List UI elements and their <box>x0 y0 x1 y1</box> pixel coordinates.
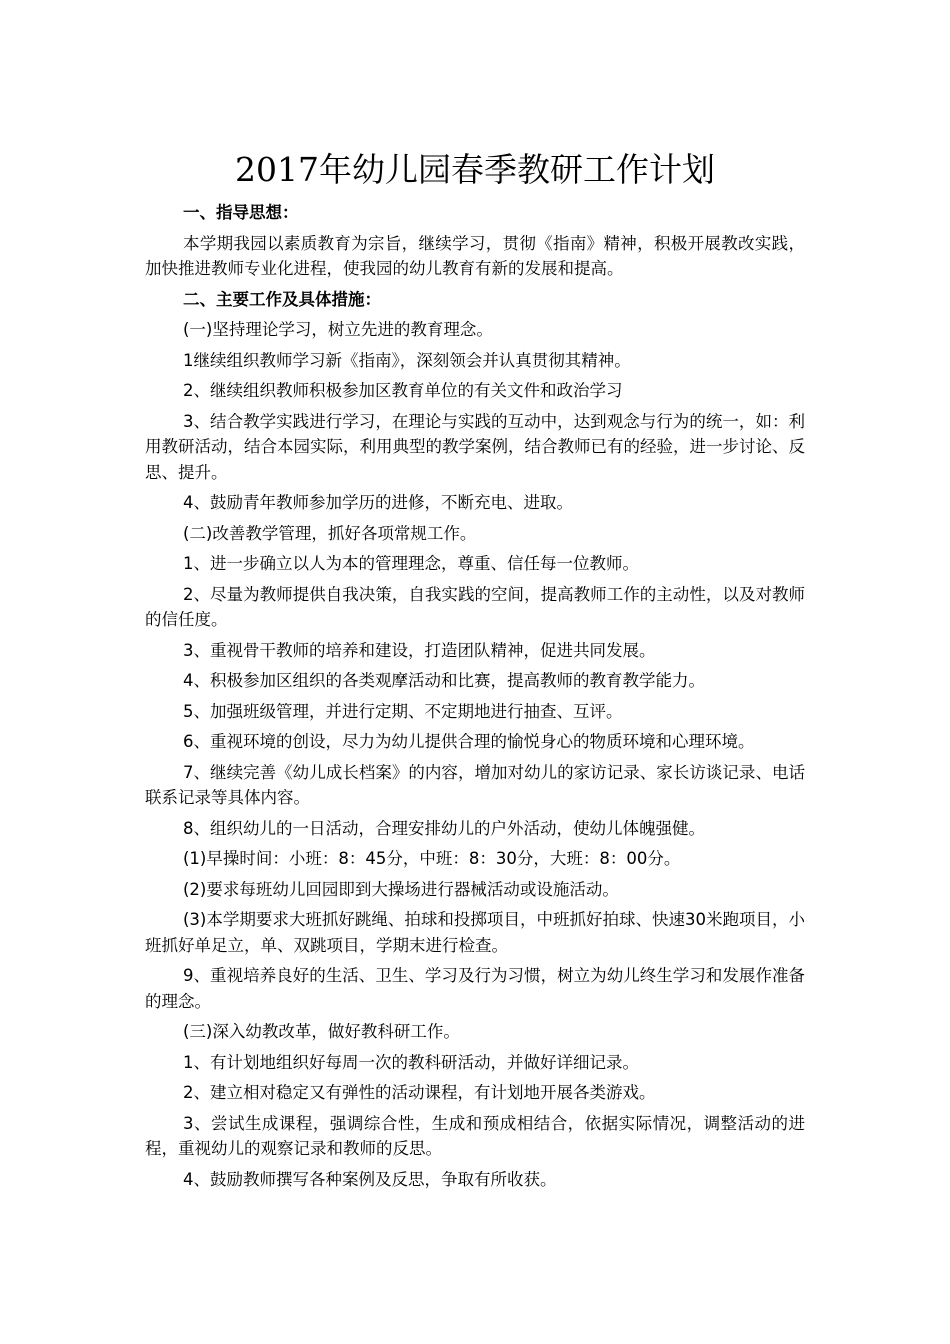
paragraph: 本学期我园以素质教育为宗旨，继续学习，贯彻《指南》精神，积极开展教改实践，加快推进教师专业化进程，使我园的幼儿教育有新的发展和提高。 <box>145 233 805 278</box>
paragraph: 4、积极参加区组织的各类观摩活动和比赛，提高教师的教育教学能力。 <box>183 671 705 690</box>
paragraph: 1、进一步确立以人为本的管理理念，尊重、信任每一位教师。 <box>183 554 639 573</box>
paragraph: 1继续组织教师学习新《指南》，深刻领会并认真贯彻其精神。 <box>183 350 631 370</box>
paragraph: 4、鼓励教师撰写各种案例及反思，争取有所收获。 <box>183 1169 557 1189</box>
paragraph: 3、重视骨干教师的培养和建设，打造团队精神，促进共同发展。 <box>183 640 656 660</box>
section-heading: 二、主要工作及具体措施： <box>183 289 381 309</box>
paragraph: 7、继续完善《幼儿成长档案》的内容，增加对幼儿的家访记录、家长访谈记录、电话联系记录等具体内容。 <box>145 762 805 807</box>
paragraph: 2、尽量为教师提供自我决策，自我实践的空间，提高教师工作的主动性，以及对教师的信任度。 <box>145 584 805 629</box>
paragraph: (2)要求每班幼儿回园即到大操场进行器械活动或设施活动。 <box>183 879 619 899</box>
document-body <box>145 200 805 1197</box>
paragraph: 4、鼓励青年教师参加学历的进修，不断充电、进取。 <box>183 493 573 512</box>
paragraph: 2、建立相对稳定又有弹性的活动课程，有计划地开展各类游戏。 <box>183 1083 656 1102</box>
paragraph: 8、组织幼儿的一日活动，合理安排幼儿的户外活动，使幼儿体魄强健。 <box>183 818 705 838</box>
paragraph: (1)早操时间：小班：8：45分，中班：8：30分，大班：8：00分。 <box>183 849 681 868</box>
paragraph: 5、加强班级管理，并进行定期、不定期地进行抽查、互评。 <box>183 701 623 721</box>
paragraph: 1、有计划地组织好每周一次的教科研活动，并做好详细记录。 <box>183 1052 639 1072</box>
paragraph: 3、结合教学实践进行学习，在理论与实践的互动中，达到观念与行为的统一，如：利用教研活动，结合本园实际，利用典型的教学案例，结合教师已有的经验，进一步讨论、反思、提升。 <box>145 411 805 482</box>
paragraph: 2、继续组织教师积极参加区教育单位的有关文件和政治学习 <box>183 381 623 400</box>
paragraph: (3)本学期要求大班抓好跳绳、拍球和投掷项目，中班抓好拍球、快速30米跑项目，小班抓好单足立，单、双跳项目，学期末进行检查。 <box>145 910 805 955</box>
paragraph: (三)深入幼教改革，做好教科研工作。 <box>183 1022 460 1041</box>
paragraph: 9、重视培养良好的生活、卫生、学习及行为习惯，树立为幼儿终生学习和发展作准备的理念。 <box>145 966 805 1011</box>
paragraph: (二)改善教学管理，抓好各项常规工作。 <box>183 523 477 543</box>
section-heading: 一、指导思想： <box>183 203 299 222</box>
paragraph: 3、尝试生成课程，强调综合性，生成和预成相结合，依据实际情况，调整活动的进程，重视幼儿的观察记录和教师的反思。 <box>145 1113 805 1158</box>
document-title: 2017年幼儿园春季教研工作计划 <box>235 150 715 189</box>
paragraph: (一)坚持理论学习，树立先进的教育理念。 <box>183 320 493 339</box>
paragraph: 6、重视环境的创设，尽力为幼儿提供合理的愉悦身心的物质环境和心理环境。 <box>183 732 755 751</box>
